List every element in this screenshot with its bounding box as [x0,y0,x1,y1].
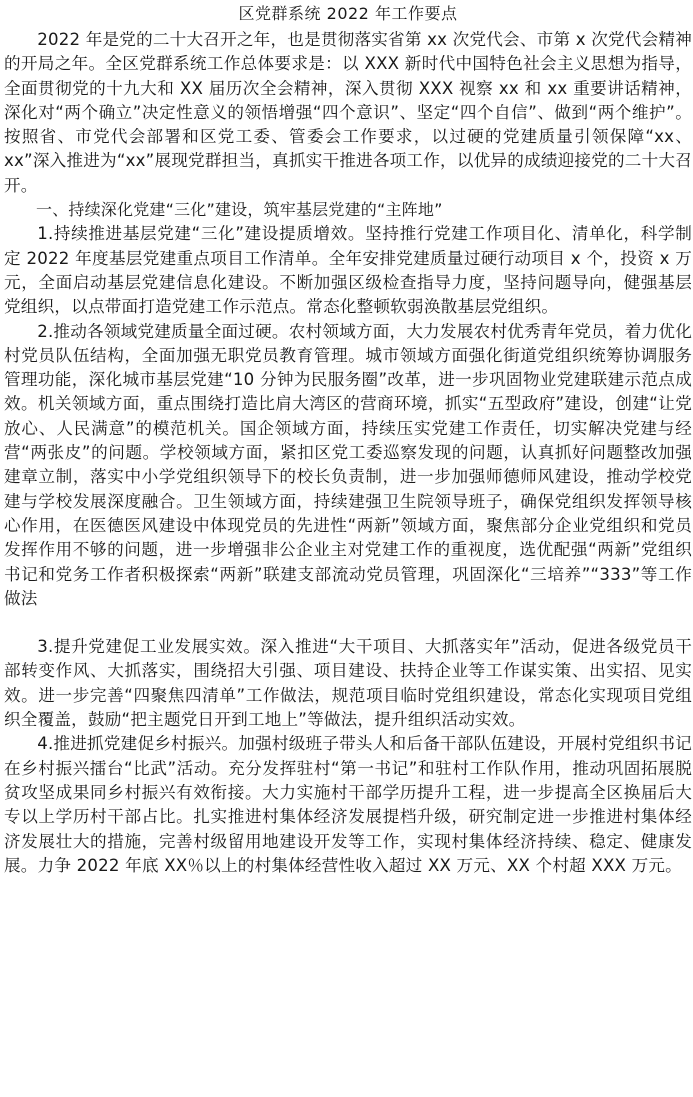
section-heading: 一、持续深化党建“三化”建设，筑牢基层党建的“主阵地” [36,200,443,220]
work-item-1: 1.持续推进基层党建“三化”建设提质增效。坚持推行党建工作项目化、清单化，科学制定 2022 年度基层党建重点项目工作清单。全年安排党建质量过硬行动项目 x 个，投资 x 万元，全面启动基层党建信息化建设。不断加强区级检查指导力度，坚持问题导向，健强基层党组织，以点带面打造党建工作示范点。常态化整顿软弱涣散基层党组织。 [4,224,692,317]
work-item-4: 4.推进抓党建促乡村振兴。加强村级班子带头人和后备干部队伍建设，开展村党组织书记在乡村振兴擂台“比武”活动。充分发挥驻村“第一书记”和驻村工作队作用，推动巩固拓展脱贫攻坚成果同乡村振兴有效衔接。大力实施村干部学历提升工程，进一步提高全区换届后大专以上学历村干部占比。扎实推进村集体经济发展提档升级，研究制定进一步推进村集体经济发展壮大的措施，完善村级留用地建设开发等工作，实现村集体经济持续、稳定、健康发展。力争 2022 年底 XX％以上的村集体经营性收入超过 XX 万元、XX 个村超 XXX 万元。 [4,734,692,875]
document-title: 区党群系统 2022 年工作要点 [238,4,458,23]
intro-paragraph: 2022 年是党的二十大召开之年，也是贯彻落实省第 xx 次党代会、市第 x 次党代会精神的开局之年。全区党群系统工作总体要求是：以 XXX 新时代中国特色社会主义思想为指导，全面贯彻党的十九大和 XX 届历次全会精神，深入贯彻 XXX 视察 xx 和 xx 重要讲话精神，深化对“两个确立”决定性意义的领悟增强“四个意识”、坚定“四个自信”、做到“两个维护”。按照省、市党代会部署和区党工委、管委会工作要求，以过硬的党建质量引领保障“xx、xx”深入推进为“xx”展现党群担当，真抓实干推进各项工作，以优异的成绩迎接党的二十大召开。 [4,30,692,195]
work-item-3: 3.提升党建促工业发展实效。深入推进“大干项目、大抓落实年”活动，促进各级党员干部转变作风、大抓落实，围绕招大引强、项目建设、扶持企业等工作谋实策、出实招、见实效。进一步完善“四聚焦四清单”工作做法，规范项目临时党组织建设，常态化实现项目党组织全覆盖，鼓励“把主题党日开到工地上”等做法，提升组织活动实效。 [4,637,692,730]
work-item-2: 2.推动各领域党建质量全面过硬。农村领域方面，大力发展农村优秀青年党员，着力优化村党员队伍结构，全面加强无职党员教育管理。城市领域方面强化街道党组织统筹协调服务管理功能，深化城市基层党建“10 分钟为民服务圈”改革，进一步巩固物业党建联建示范点成效。机关领域方面，重点围绕打造比肩大湾区的营商环境，抓实“五型政府”建设，创建“让党放心、人民满意”的模范机关。国企领域方面，持续压实党建工作责任，切实解决党建与经营“两张皮”的问题。学校领域方面，紧扣区党工委巡察发现的问题，认真抓好问题整改加强建章立制，落实中小学党组织领导下的校长负责制，进一步加强师德师风建设，推动学校党建与学校发展深度融合。卫生领域方面，持续建强卫生院领导班子，确保党组织发挥领导核心作用，在医德医风建设中体现党员的先进性“两新”领域方面，聚焦部分企业党组织和党员发挥作用不够的问题，进一步增强非公企业主对党建工作的重视度，选优配强“两新”党组织书记和党务工作者积极探索“两新”联建支部流动党员管理，巩固深化“三培养”“333”等工作做法 [4,321,692,608]
blank-line [4,611,692,635]
